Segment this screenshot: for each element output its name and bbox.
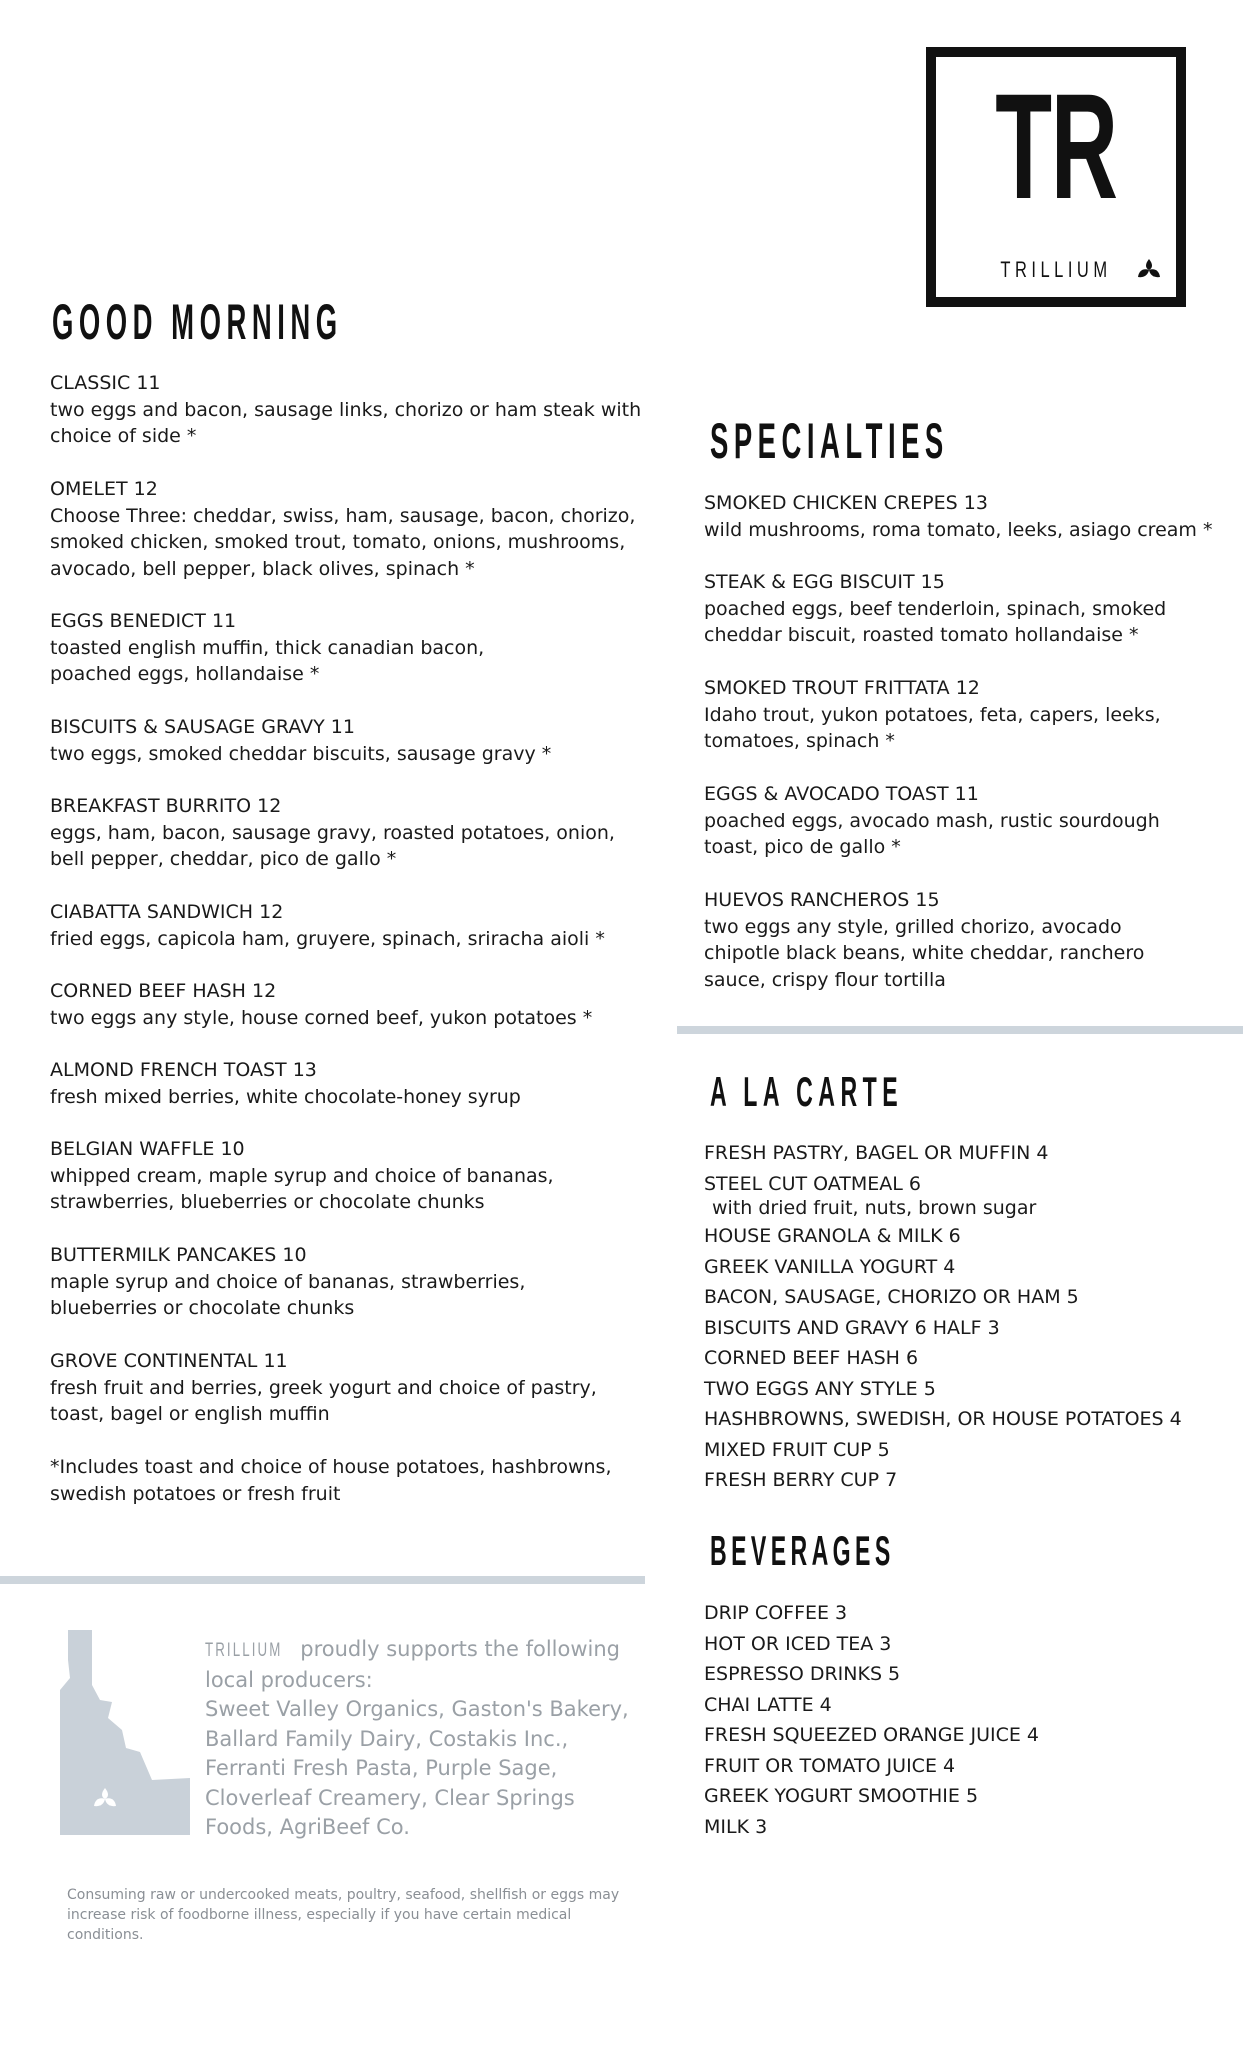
item-name: BELGIAN WAFFLE <box>50 1138 215 1160</box>
item-name: CLASSIC <box>50 372 131 394</box>
menu-item <box>50 1242 550 1322</box>
list-item: BISCUITS AND GRAVY 6 HALF 3 <box>704 1316 1000 1339</box>
item-name: CORNED BEEF HASH <box>50 980 246 1002</box>
item-price: 12 <box>955 677 980 699</box>
list-item: FRUIT OR TOMATO JUICE 4 <box>704 1754 956 1777</box>
item-description: whipped cream, maple syrup and choice of bananas, strawberries, blueberries or chocolate chunks <box>50 1164 554 1213</box>
item-description: two eggs and bacon, sausage links, chorizo or ham steak with choice of side * <box>50 398 642 447</box>
item-price: 11 <box>330 716 355 738</box>
list-item: HOUSE GRANOLA & MILK 6 <box>704 1225 961 1247</box>
specialties-heading: SPECIALTIES <box>710 413 949 469</box>
item-description: two eggs, smoked cheddar biscuits, sausage gravy * <box>50 742 552 765</box>
item-price: 13 <box>963 492 988 514</box>
item-name: STEAK & EGG BISCUIT <box>704 571 915 593</box>
list-item <box>704 1169 1224 1222</box>
list-item: BACON, SAUSAGE, CHORIZO OR HAM 5 <box>704 1286 1079 1308</box>
beverages-list <box>704 1598 1224 1842</box>
item-description: poached eggs, avocado mash, rustic sourdough toast, pico de gallo * <box>704 809 1160 858</box>
item-name: SMOKED TROUT FRITTATA <box>704 677 950 699</box>
list-item: GREEK VANILLA YOGURT 4 <box>704 1255 956 1278</box>
menu-item <box>50 476 645 582</box>
item-price: 11 <box>263 1350 288 1372</box>
item-description: two eggs any style, house corned beef, yukon potatoes * <box>50 1006 593 1029</box>
logo-wordmark: TRILLIUM <box>1000 257 1112 282</box>
menu-item <box>50 899 670 952</box>
item-name: BISCUITS & SAUSAGE GRAVY <box>50 716 325 738</box>
list-item: GREEK YOGURT SMOOTHIE 5 <box>704 1785 979 1807</box>
item-description: fresh mixed berries, white chocolate-honey syrup <box>50 1085 521 1108</box>
menu-item <box>704 490 1224 543</box>
menu-item <box>50 1057 670 1110</box>
list-item: CORNED BEEF HASH 6 <box>704 1347 919 1369</box>
item-description: toasted english muffin, thick canadian bacon, poached eggs, hollandaise * <box>50 636 485 685</box>
item-price: 10 <box>282 1244 307 1266</box>
section-divider <box>677 1026 1243 1034</box>
list-item: DRIP COFFEE 3 <box>704 1602 848 1624</box>
a-la-carte-list <box>704 1138 1224 1496</box>
item-price: 11 <box>136 372 161 394</box>
item-name: SMOKED CHICKEN CREPES <box>704 492 958 514</box>
item-price: 11 <box>954 783 979 805</box>
list-item: MILK 3 <box>704 1815 768 1838</box>
item-price: 12 <box>259 901 284 923</box>
menu-item <box>50 793 630 873</box>
beverages-heading: BEVERAGES <box>710 1527 895 1574</box>
producers-note <box>205 1635 645 1843</box>
item-name: HUEVOS RANCHEROS <box>704 889 910 911</box>
menu-item <box>704 781 1174 861</box>
list-item: FRESH BERRY CUP 7 <box>704 1469 898 1491</box>
list-item: TWO EGGS ANY STYLE 5 <box>704 1377 936 1400</box>
item-name: GROVE CONTINENTAL <box>50 1350 258 1372</box>
item-description: maple syrup and choice of bananas, strawberries, blueberries or chocolate chunks <box>50 1270 526 1319</box>
oatmeal-note: with dried fruit, nuts, brown sugar <box>712 1197 1037 1219</box>
menu-item <box>50 1136 580 1216</box>
logo-monogram: TR <box>995 62 1117 230</box>
good-morning-heading: GOOD MORNING <box>52 294 343 350</box>
menu-item <box>704 675 1174 755</box>
item-name: STEEL CUT OATMEAL 6 <box>704 1172 921 1195</box>
item-name: EGGS BENEDICT <box>50 610 206 632</box>
item-description: wild mushrooms, roma tomato, leeks, asiago cream * <box>704 518 1213 541</box>
item-price: 12 <box>133 478 158 500</box>
menu-item <box>704 887 1169 993</box>
item-price: 15 <box>915 889 940 911</box>
list-item: FRESH PASTRY, BAGEL OR MUFFIN 4 <box>704 1142 1049 1164</box>
item-name: OMELET <box>50 478 128 500</box>
list-item: ESPRESSO DRINKS 5 <box>704 1663 901 1685</box>
item-name: CIABATTA SANDWICH <box>50 901 254 923</box>
producers-brand: TRILLIUM <box>205 1640 283 1661</box>
item-price: 11 <box>211 610 237 632</box>
a-la-carte-heading: A LA CARTE <box>710 1068 904 1115</box>
item-description: Choose Three: cheddar, swiss, ham, sausage, bacon, chorizo, smoked chicken, smoked trout, tomato, onions, mushrooms, avocado, bell pepper, black olives, spinach * <box>50 504 636 580</box>
menu-item <box>50 370 670 450</box>
food-safety-disclaimer: Consuming raw or undercooked meats, poultry, seafood, shellfish or eggs may increase risk of foodborne illness, especially if you have certain medical conditions. <box>67 1887 620 1943</box>
item-price: 12 <box>257 795 282 817</box>
footnote: *Includes toast and choice of house potatoes, hashbrowns, swedish potatoes or fresh fruit <box>50 1456 612 1505</box>
menu-item <box>50 978 670 1031</box>
item-description: eggs, ham, bacon, sausage gravy, roasted potatoes, onion, bell pepper, cheddar, pico de gallo * <box>50 821 615 870</box>
section-divider <box>0 1576 645 1584</box>
menu-item <box>50 714 670 767</box>
list-item: HASHBROWNS, SWEDISH, OR HOUSE POTATOES 4 <box>704 1408 1182 1430</box>
producers-list: Sweet Valley Organics, Gaston's Bakery, Ballard Family Dairy, Costakis Inc., Ferranti Fresh Pasta, Purple Sage, Cloverleaf Creamery, Clear Springs Foods, AgriBeef Co. <box>205 1697 629 1839</box>
menu-item <box>50 608 530 688</box>
item-description: poached eggs, beef tenderloin, spinach, smoked cheddar biscuit, roasted tomato hollandaise * <box>704 597 1167 646</box>
item-name: BUTTERMILK PANCAKES <box>50 1244 277 1266</box>
item-description: two eggs any style, grilled chorizo, avocado chipotle black beans, white cheddar, ranchero sauce, crispy flour tortilla <box>704 915 1145 991</box>
list-item: CHAI LATTE 4 <box>704 1693 832 1716</box>
list-item: HOT OR ICED TEA 3 <box>704 1632 892 1655</box>
trillium-logo <box>926 47 1186 307</box>
item-price: 13 <box>292 1059 317 1081</box>
item-description: Idaho trout, yukon potatoes, feta, capers, leeks, tomatoes, spinach * <box>704 703 1161 752</box>
item-price: 15 <box>920 571 945 593</box>
list-item: MIXED FRUIT CUP 5 <box>704 1438 890 1461</box>
item-name: EGGS & AVOCADO TOAST <box>704 783 949 805</box>
list-item: FRESH SQUEEZED ORANGE JUICE 4 <box>704 1724 1040 1746</box>
item-description: fresh fruit and berries, greek yogurt and choice of pastry, toast, bagel or english muffin <box>50 1376 597 1425</box>
idaho-state-icon <box>60 1630 190 1835</box>
trillium-leaf-icon <box>1136 257 1162 283</box>
item-name: BREAKFAST BURRITO <box>50 795 252 817</box>
menu-item <box>704 569 1174 649</box>
item-description: fried eggs, capicola ham, gruyere, spinach, sriracha aioli * <box>50 927 605 950</box>
menu-item <box>50 1348 620 1428</box>
item-name: ALMOND FRENCH TOAST <box>50 1059 287 1081</box>
item-price: 10 <box>220 1138 245 1160</box>
item-price: 12 <box>252 980 277 1002</box>
producers-intro: proudly supports the following local producers: <box>205 1637 620 1692</box>
